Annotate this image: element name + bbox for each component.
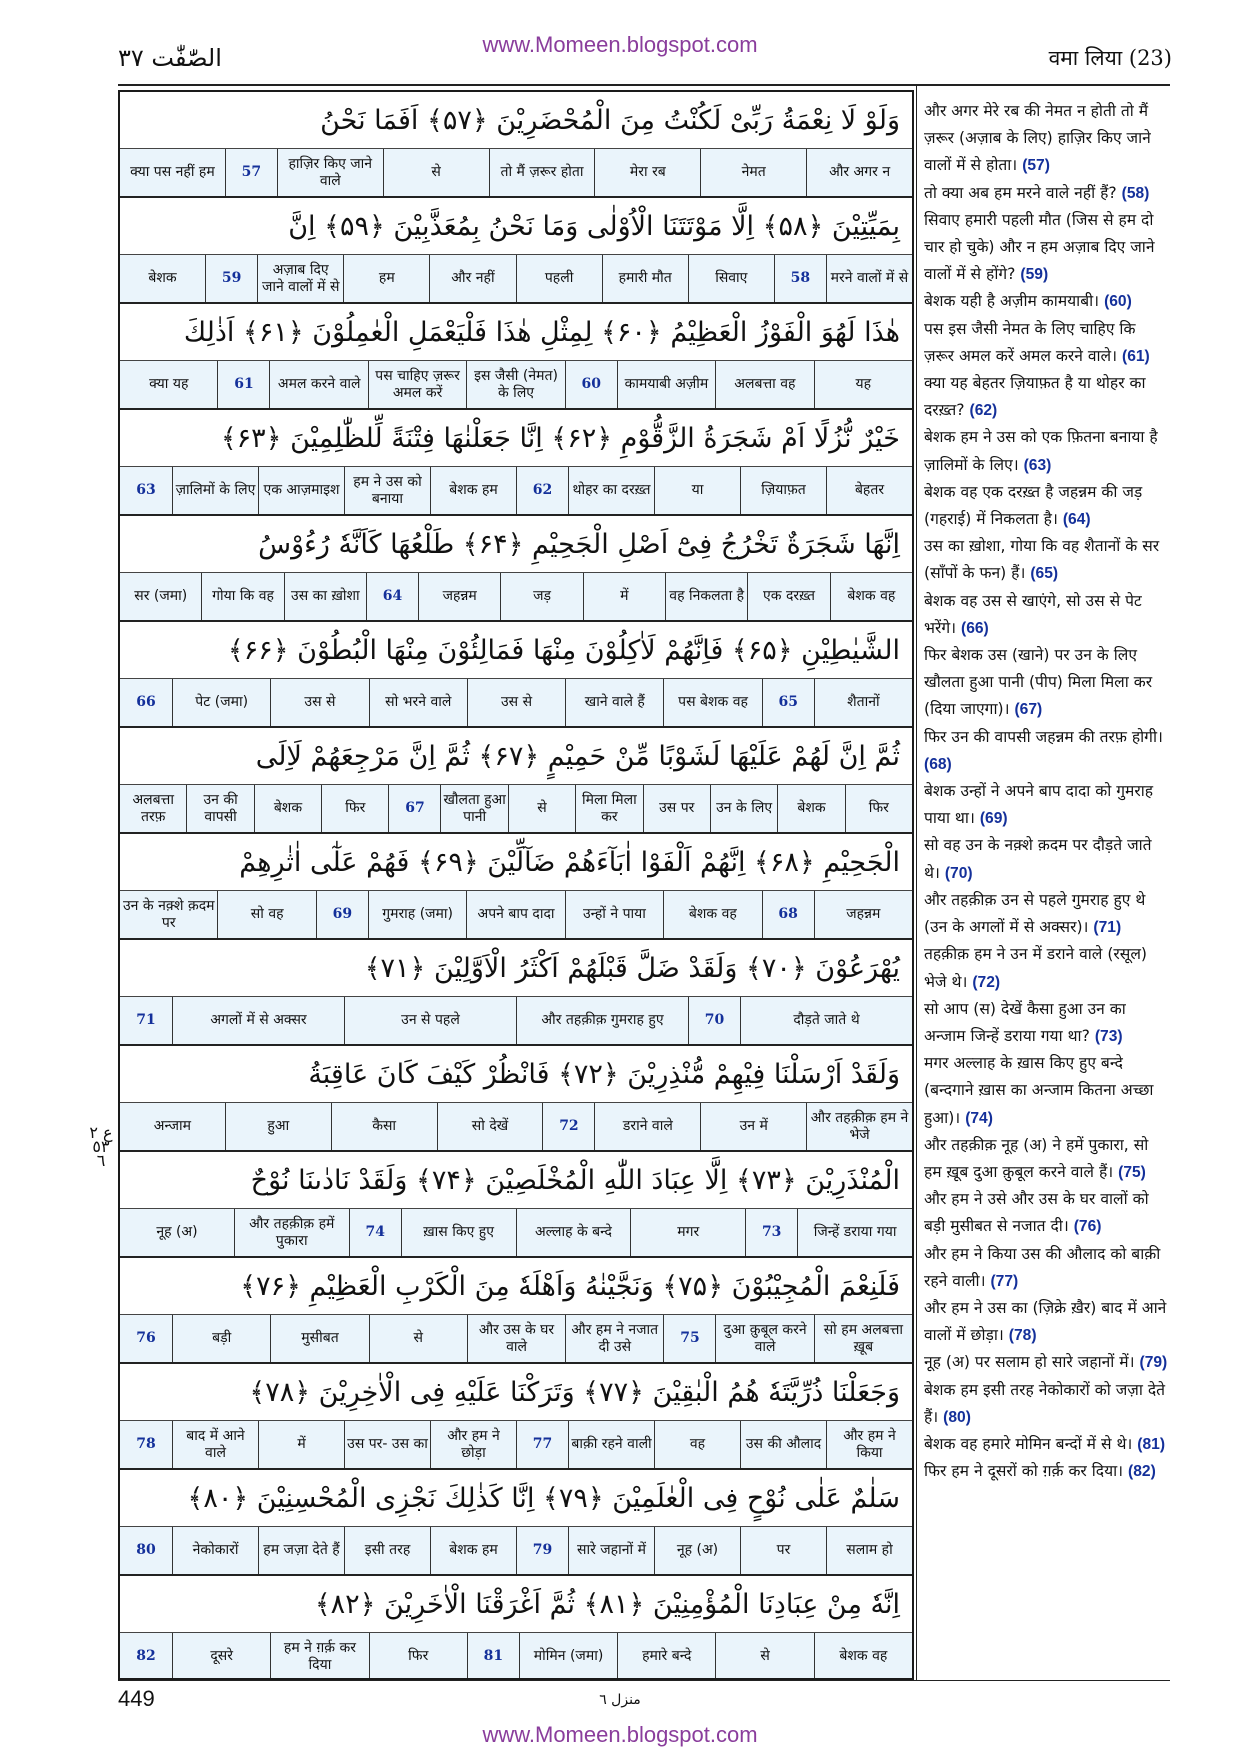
translation-sentence: बेशक उन्हों ने अपने बाप दादा को गुमराह पाया था। — [924, 782, 1154, 828]
word-translation-row — [120, 1633, 912, 1680]
word-meaning-cell: सारे जहानों में — [568, 1527, 654, 1574]
word-meaning-cell: हमारे बन्दे — [617, 1633, 715, 1680]
word-translation-row — [120, 997, 912, 1046]
word-meaning-cell: पेट (जमा) — [172, 679, 270, 726]
translation-sentence: और हम ने उसे और उस के घर वालों को बड़ी मुसीबत से नजात दी। — [924, 1190, 1149, 1236]
verse-number-cell: 57 — [225, 149, 277, 196]
word-meaning-cell: सो हम अलबत्ता ख़ूब — [814, 1315, 912, 1362]
arabic-text: سَلٰمٌ عَلٰى نُوْحٍ فِى الْعٰلَمِيْنَ ﴿۷۹﴾ اِنَّا كَذٰلِكَ نَجْزِى الْمُحْسِنِيْنَ ﴿۸۰﴾ — [187, 1482, 900, 1514]
translation-sentence: फिर उन की वापसी जहन्नम की तरफ़ होगी। — [924, 727, 1163, 746]
word-meaning-cell: पर — [740, 1527, 826, 1574]
word-meaning-cell: बाद में आने वाले — [172, 1421, 258, 1468]
verse-number-cell: 82 — [136, 1648, 156, 1664]
word-meaning-cell: बेहतर — [826, 467, 912, 514]
verse-number: (76) — [1073, 1218, 1102, 1236]
translation-sentence: और तहक़ीक़ उन से पहले गुमराह हुए थे (उन के अगलों में से अक्सर)। — [924, 890, 1146, 937]
translation-sentence: तो क्या अब हम मरने वाले नहीं हैं? — [924, 183, 1117, 202]
translation-sentence: क्या यह बेहतर ज़ियाफ़त है या थोहर का दरख़्त? — [924, 374, 1146, 420]
arabic-text: الْمُنْذَرِيْنَ ﴿۷۳﴾ اِلَّا عِبَادَ اللّٰهِ الْمُخْلَصِيْنَ ﴿۷۴﴾ وَلَقَدْ نَادٰىنَا نُوْحٌ — [250, 1164, 900, 1196]
word-meaning-cell: डराने वाले — [594, 1103, 700, 1150]
verse-number: (63) — [1023, 456, 1052, 474]
surah-header: الصّٰفّٰت ۳۷ — [118, 44, 222, 72]
word-translation-row — [120, 1209, 912, 1258]
arabic-verse-row — [120, 728, 912, 785]
word-meaning-cell: सलाम हो — [826, 1527, 912, 1574]
arabic-verse-row — [120, 1364, 912, 1421]
word-meaning-cell: से — [369, 1315, 467, 1362]
word-meaning-cell: पस बेशक वह — [663, 679, 761, 726]
translation-sentence: और हम ने उस का (ज़िक्रे ख़ैर) बाद में आने वालों में छोड़ा। — [924, 1298, 1167, 1345]
verse-number: (72) — [972, 973, 1001, 991]
arabic-verse-row — [120, 410, 912, 467]
verse-number-cell: 76 — [136, 1330, 156, 1346]
verse-number: (59) — [1020, 266, 1049, 284]
verse-number: (78) — [1008, 1327, 1037, 1345]
translation-sentence: बेशक हम इसी तरह नेकोकारों को जज़ा देते हैं। — [924, 1380, 1166, 1426]
word-meaning-cell: फिर — [321, 785, 388, 832]
arabic-text: اِنَّهٗ مِنْ عِبَادِنَا الْمُؤْمِنِيْنَ ﴿۸۱﴾ ثُمَّ اَغْرَقْنَا الْاٰخَرِيْنَ ﴿۸۲﴾ — [314, 1588, 900, 1620]
word-meaning-cell: हम ने ग़र्क़ कर दिया — [270, 1633, 368, 1680]
verse-number: (82) — [1128, 1463, 1156, 1481]
word-meaning-cell: अन्जाम — [153, 1118, 192, 1134]
verse-number-cell: 79 — [516, 1527, 568, 1574]
translation-sentence: सिवाए हमारी पहली मौत (जिस से हम दो चार हो चुके) और न हम अज़ाब दिए जाने वालों में से होंगे? — [924, 210, 1155, 284]
arabic-text: اِنَّهَا شَجَرَةٌ تَخْرُجُ فِىْٓ اَصْلِ الْجَحِيْمِ ﴿۶۴﴾ طَلْعُهَا كَاَنَّهٗ رُءُوْسُ — [258, 528, 900, 560]
translation-sentence: बेशक वह हमारे मोमिन बन्दों में से थे। — [924, 1434, 1133, 1453]
part-header: वमा लिया (23) — [1048, 46, 1172, 70]
word-meaning-cell: नेकोकारों — [172, 1527, 258, 1574]
word-meaning-cell: ज़ियाफ़त — [740, 467, 826, 514]
word-meaning-cell: हुआ — [225, 1103, 331, 1150]
word-meaning-cell: बेशक हम — [430, 467, 516, 514]
translation-sentence: और अगर मेरे रब की नेमत न होती तो मैं ज़रूर (अज़ाब के लिए) हाज़िर किए जाने वालों में से होता। — [924, 102, 1151, 175]
verse-number-cell: 67 — [388, 785, 440, 832]
word-meaning-cell: सो देखें — [437, 1103, 543, 1150]
ruku-marker: ع ٢ ٥٣ ٦ — [89, 1123, 113, 1170]
verse-number-cell: 69 — [316, 891, 368, 938]
verse-number-cell: 77 — [516, 1421, 568, 1468]
word-meaning-cell: बेशक हम — [430, 1527, 516, 1574]
word-meaning-cell: इस जैसी (नेमत) के लिए — [466, 361, 564, 408]
arabic-text: خَيْرٌ نُّزُلًا اَمْ شَجَرَةُ الزَّقُّوْمِ ﴿۶۲﴾ اِنَّا جَعَلْنٰهَا فِتْنَةً لِّلظّٰلِمِيْنَ ﴿۶۳﴾ — [220, 422, 900, 454]
verse-number: (69) — [979, 810, 1008, 828]
word-translation-row — [120, 573, 912, 622]
word-meaning-cell: बेशक — [777, 785, 844, 832]
verse-number: (57) — [1022, 157, 1050, 175]
word-meaning-cell: जहन्नम — [418, 573, 500, 620]
word-meaning-cell: उस का ख़ोशा — [284, 573, 366, 620]
word-meaning-cell: अगलों में से अक्सर — [172, 997, 344, 1044]
word-meaning-cell: उस पर — [643, 785, 710, 832]
word-meaning-cell: क्या यह — [149, 376, 189, 392]
word-meaning-cell: खाने वाले हैं — [565, 679, 663, 726]
word-meaning-cell: अज़ाब दिए जाने वालों में से — [257, 255, 343, 302]
word-meaning-cell: उस से — [467, 679, 565, 726]
word-translation-row — [120, 679, 912, 728]
word-meaning-cell: या — [654, 467, 740, 514]
verse-number-cell: 60 — [565, 361, 617, 408]
word-meaning-cell: फिर — [845, 785, 912, 832]
word-meaning-cell: से — [508, 785, 575, 832]
word-meaning-cell: यह — [814, 361, 912, 408]
word-meaning-cell: कामयाबी अज़ीम — [617, 361, 715, 408]
word-meaning-cell: दूसरे — [172, 1633, 270, 1680]
word-meaning-cell: ज़ालिमों के लिए — [172, 467, 258, 514]
verse-number-cell: 73 — [745, 1209, 797, 1256]
translation-sentence: फिर बेशक उस (खाने) पर उन के लिए खौलता हुआ पानी (पीप) मिला मिला कर (दिया जाएगा)। — [924, 646, 1153, 719]
word-meaning-cell: सो भरने वाले — [369, 679, 467, 726]
verse-number: (61) — [1122, 347, 1150, 365]
arabic-text: الشَّيٰطِيْنِ ﴿۶۵﴾ فَاِنَّهُمْ لَاٰكِلُوْنَ مِنْهَا فَمَالِئُوْنَ مِنْهَا الْبُطُوْنَ ﴿۶۶﴾ — [227, 634, 900, 666]
word-meaning-cell: और हम ने छोड़ा — [430, 1421, 516, 1468]
word-meaning-cell: में — [258, 1421, 344, 1468]
word-meaning-cell: बड़ी — [172, 1315, 270, 1362]
word-meaning-cell: बेशक वह — [663, 891, 761, 938]
word-meaning-cell: उस से — [270, 679, 368, 726]
word-meaning-cell: अलबत्ता तरफ़ — [132, 791, 174, 825]
word-meaning-cell: मिला मिला कर — [575, 785, 642, 832]
word-meaning-cell: और अगर न — [806, 149, 912, 196]
word-meaning-cell: और तहक़ीक़ हम ने भेजे — [806, 1103, 912, 1150]
word-meaning-cell: और हम ने नजात दी उसे — [565, 1315, 663, 1362]
word-meaning-cell: अल्लाह के बन्दे — [516, 1209, 631, 1256]
word-meaning-cell: बेशक वह — [830, 573, 912, 620]
word-meaning-cell: गुमराह (जमा) — [368, 891, 466, 938]
translation-sentence: सो वह उन के नक़्शे क़दम पर दौड़ते जाते थे। — [924, 836, 1152, 882]
verse-number-cell: 62 — [516, 467, 568, 514]
word-meaning-cell: उन की वापसी — [186, 785, 253, 832]
word-meaning-cell: उन में — [700, 1103, 806, 1150]
word-meaning-cell: अमल करने वाले — [269, 361, 367, 408]
site-url-top[interactable]: www.Momeen.blogspot.com — [482, 32, 758, 57]
verse-number-cell: 63 — [136, 482, 156, 498]
word-meaning-cell: उस पर- उस का — [344, 1421, 430, 1468]
arabic-text: وَلَقَدْ اَرْسَلْنَا فِيْهِمْ مُّنْذِرِيْنَ ﴿۷۲﴾ فَانْظُرْ كَيْفَ كَانَ عَاقِبَةُ — [308, 1058, 900, 1090]
verse-number: (81) — [1137, 1435, 1166, 1453]
word-meaning-cell: सर (जमा) — [134, 588, 188, 604]
arabic-text: الْجَحِيْمِ ﴿۶۸﴾ اِنَّهُمْ اَلْفَوْا اٰبَآءَهُمْ ضَآلِّيْنَ ﴿۶۹﴾ فَهُمْ عَلٰٓى اٰثٰرِهِمْ — [239, 846, 900, 878]
word-meaning-cell: वह — [654, 1421, 740, 1468]
word-meaning-cell: और तहक़ीक़ गुमराह हुए — [516, 997, 688, 1044]
verse-number-cell: 74 — [349, 1209, 401, 1256]
word-translation-row — [120, 785, 912, 834]
word-meaning-cell: नूह (अ) — [156, 1224, 198, 1240]
verse-number: (62) — [969, 402, 998, 420]
word-meaning-cell: और उस के घर वाले — [467, 1315, 565, 1362]
word-meaning-cell: से — [383, 149, 489, 196]
verse-number: (65) — [1030, 565, 1059, 583]
word-meaning-cell: हाज़िर किए जाने वाले — [277, 149, 383, 196]
verse-number-cell: 71 — [136, 1012, 156, 1028]
word-meaning-cell: फिर — [369, 1633, 467, 1680]
word-meaning-cell: से — [715, 1633, 813, 1680]
word-meaning-cell: मुसीबत — [270, 1315, 368, 1362]
word-meaning-cell: जड़ — [500, 573, 582, 620]
verse-number: (60) — [1104, 293, 1132, 311]
verse-number-cell: 65 — [762, 679, 814, 726]
verse-number: (70) — [944, 864, 973, 882]
word-meaning-cell: तो मैं ज़रूर होता — [489, 149, 595, 196]
arabic-verse-row — [120, 304, 912, 361]
arabic-verse-row — [120, 1470, 912, 1527]
word-meaning-cell: दुआ क़ुबूल करने वाले — [715, 1315, 813, 1362]
word-translation-row — [120, 1103, 912, 1152]
word-meaning-cell: कैसा — [331, 1103, 437, 1150]
verse-number-cell: 78 — [136, 1436, 156, 1452]
site-url-bottom[interactable]: www.Momeen.blogspot.com — [482, 1722, 758, 1747]
word-translation-row — [120, 361, 912, 410]
arabic-verse-row — [120, 1576, 912, 1633]
verse-number: (79) — [1139, 1354, 1168, 1372]
arabic-text: بِمَيِّتِيْنَ ﴿۵۸﴾ اِلَّا مَوْتَتَنَا الْاُوْلٰى وَمَا نَحْنُ بِمُعَذَّبِيْنَ ﴿۵۹﴾ اِنَّ — [288, 210, 900, 242]
word-meaning-cell: उन्हों ने पाया — [565, 891, 663, 938]
translation-sentence: सो आप (स) देखें कैसा हुआ उन का अन्जाम जिन्हें डराया गया था? — [924, 999, 1126, 1045]
arabic-text: يُهْرَعُوْنَ ﴿۷۰﴾ وَلَقَدْ ضَلَّ قَبْلَهُمْ اَكْثَرُ الْاَوَّلِيْنَ ﴿۷۱﴾ — [364, 952, 900, 984]
word-meaning-cell: नेमत — [700, 149, 806, 196]
translation-sentence: बेशक हम ने उस को एक फ़ितना बनाया है ज़ालिमों के लिए। — [924, 428, 1158, 474]
word-meaning-cell: गोया कि वह — [201, 573, 283, 620]
verse-rows — [120, 92, 912, 1680]
word-meaning-cell: पहली — [516, 255, 602, 302]
side-translation — [924, 98, 1170, 1668]
word-meaning-cell: जहन्नम — [814, 891, 912, 938]
word-meaning-cell: जिन्हें डराया गया — [797, 1209, 912, 1256]
word-translation-row — [120, 1315, 912, 1364]
word-meaning-cell: थोहर का दरख़्त — [568, 467, 654, 514]
verse-number-cell: 66 — [136, 694, 156, 710]
arabic-verse-row — [120, 1046, 912, 1103]
verse-number: (67) — [1014, 701, 1043, 719]
word-meaning-cell: इसी तरह — [344, 1527, 430, 1574]
arabic-verse-row — [120, 622, 912, 679]
verse-number: (80) — [943, 1408, 971, 1426]
word-meaning-cell: बेशक — [254, 785, 321, 832]
word-meaning-cell: शैतानों — [814, 679, 912, 726]
footer-divider — [118, 1680, 1170, 1681]
verse-number-cell: 64 — [366, 573, 418, 620]
verse-number-cell: 75 — [663, 1315, 715, 1362]
arabic-verse-row — [120, 940, 912, 997]
arabic-text: هٰذَا لَهُوَ الْفَوْزُ الْعَظِيْمُ ﴿۶۰﴾ لِمِثْلِ هٰذَا فَلْيَعْمَلِ الْعٰمِلُوْنَ ﴿۶۱﴾ اَذٰلِكَ — [183, 316, 900, 348]
word-meaning-cell: क्या पस नहीं हम — [130, 164, 215, 180]
translation-sentence: और हम ने किया उस की औलाद को बाक़ी रहने वाली। — [924, 1244, 1161, 1290]
verse-number: (71) — [1093, 919, 1122, 937]
header-divider — [118, 84, 1170, 86]
verse-number: (73) — [1094, 1027, 1123, 1045]
word-meaning-cell: बेशक वह — [814, 1633, 912, 1680]
word-meaning-cell: हमारी मौत — [602, 255, 688, 302]
word-meaning-cell: हम ने उस को बनाया — [344, 467, 430, 514]
word-meaning-cell: मरने वालों में से — [826, 255, 912, 302]
word-meaning-cell: और हम ने किया — [826, 1421, 912, 1468]
verse-number: (77) — [990, 1272, 1019, 1290]
verse-number: (66) — [961, 619, 989, 637]
word-meaning-cell: उन से पहले — [344, 997, 516, 1044]
arabic-text: وَلَوْ لَا نِعْمَةُ رَبِّىْ لَكُنْتُ مِنَ الْمُحْضَرِيْنَ ﴿۵۷﴾ اَفَمَا نَحْنُ — [320, 104, 900, 136]
arabic-text: وَجَعَلْنَا ذُرِّيَّتَهٗ هُمُ الْبٰقِيْنَ ﴿۷۷﴾ وَتَرَكْنَا عَلَيْهِ فِى الْاٰخِرِيْنَ ﴿۷۸﴾ — [249, 1376, 900, 1408]
arabic-text: فَلَنِعْمَ الْمُجِيْبُوْنَ ﴿۷۵﴾ وَنَجَّيْنٰهُ وَاَهْلَهٗ مِنَ الْكَرْبِ الْعَظِيْمِ ﴿۷۶﴾ — [240, 1270, 900, 1302]
verse-number: (75) — [1118, 1163, 1146, 1181]
page-number: 449 — [118, 1686, 155, 1711]
word-meaning-cell: उस की औलाद — [740, 1421, 826, 1468]
translation-sentence: फिर हम ने दूसरों को ग़र्क़ कर दिया। — [924, 1462, 1124, 1481]
arabic-verse-row — [120, 92, 912, 149]
word-meaning-cell: और तहक़ीक़ हमें पुकारा — [234, 1209, 349, 1256]
column-divider — [916, 86, 917, 1680]
translation-sentence: बेशक वह एक दरख़्त है जहन्नम की जड़ (गहराई) में निकलता है। — [924, 482, 1143, 529]
translation-sentence: और तहक़ीक़ नूह (अ) ने हमें पुकारा, सो हम ख़ूब दुआ क़ुबूल करने वाले हैं। — [924, 1135, 1149, 1181]
verse-number-cell: 59 — [205, 255, 257, 302]
word-meaning-cell: उन के लिए — [710, 785, 777, 832]
translation-sentence: उस का ख़ोशा, गोया कि वह शैतानों के सर (साँपों के फन) हैं। — [924, 537, 1160, 583]
word-meaning-cell: बेशक — [148, 270, 177, 286]
word-translation-row — [120, 255, 912, 304]
arabic-verse-row — [120, 1258, 912, 1315]
word-translation-row — [120, 149, 912, 198]
word-meaning-cell: उन के नक़्शे क़दम पर — [122, 897, 215, 931]
translation-sentence: पस इस जैसी नेमत के लिए चाहिए कि ज़रूर अमल करें अमल करने वाले। — [924, 319, 1136, 365]
verse-number-cell: 72 — [542, 1103, 594, 1150]
word-translation-row — [120, 891, 912, 940]
word-translation-row — [120, 1421, 912, 1470]
arabic-verse-row — [120, 1152, 912, 1209]
word-meaning-cell: सो वह — [217, 891, 315, 938]
verse-number-cell: 61 — [217, 361, 269, 408]
verse-number-cell: 70 — [688, 997, 740, 1044]
word-meaning-cell: एक आज़माइश — [258, 467, 344, 514]
word-meaning-cell: नूह (अ) — [654, 1527, 740, 1574]
translation-sentence: बेशक वह उस से खाएंगे, सो उस से पेट भरेंगे। — [924, 591, 1142, 637]
verse-number-cell: 68 — [762, 891, 814, 938]
word-meaning-cell: सिवाए — [688, 255, 774, 302]
word-translation-row — [120, 1527, 912, 1576]
word-meaning-cell: मगर — [630, 1209, 745, 1256]
word-meaning-cell: हम — [343, 255, 429, 302]
verse-number-cell: 80 — [136, 1542, 156, 1558]
verse-number: (64) — [1062, 511, 1091, 529]
word-meaning-cell: और नहीं — [429, 255, 515, 302]
arabic-verse-row — [120, 834, 912, 891]
word-meaning-cell: अलबत्ता वह — [715, 361, 813, 408]
verse-number-cell: 81 — [467, 1633, 519, 1680]
word-meaning-cell: अपने बाप दादा — [466, 891, 564, 938]
verse-number: (68) — [924, 755, 952, 773]
word-translation-row — [120, 467, 912, 516]
word-meaning-cell: में — [583, 573, 665, 620]
word-meaning-cell: वह निकलता है — [665, 573, 747, 620]
verse-number: (74) — [965, 1109, 993, 1127]
translation-sentence: मगर अल्लाह के ख़ास किए हुए बन्दे (बन्दगाने ख़ास का अन्जाम कितना अच्छा हुआ)। — [924, 1054, 1154, 1127]
arabic-text: ثُمَّ اِنَّ لَهُمْ عَلَيْهَا لَشَوْبًا مِّنْ حَمِيْمٍ ﴿۶۷﴾ ثُمَّ اِنَّ مَرْجِعَهُمْ لَاِلَى — [255, 740, 900, 772]
verse-number-cell: 58 — [774, 255, 826, 302]
word-meaning-cell: पस चाहिए ज़रूर अमल करें — [368, 361, 466, 408]
translation-sentence: बेशक यही है अज़ीम कामयाबी। — [924, 292, 1100, 311]
translation-sentence: नूह (अ) पर सलाम हो सारे जहानों में। — [924, 1353, 1135, 1372]
verse-number: (58) — [1121, 184, 1150, 202]
arabic-verse-row — [120, 198, 912, 255]
word-meaning-cell: मोमिन (जमा) — [519, 1633, 617, 1680]
word-meaning-cell: दौड़ते जाते थे — [740, 997, 912, 1044]
word-meaning-cell: एक दरख़्त — [747, 573, 829, 620]
word-meaning-cell: मेरा रब — [594, 149, 700, 196]
word-meaning-cell: हम जज़ा देते हैं — [258, 1527, 344, 1574]
word-meaning-cell: ख़ास किए हुए — [401, 1209, 516, 1256]
word-meaning-cell: खौलता हुआ पानी — [440, 785, 507, 832]
translation-sentence: तहक़ीक़ हम ने उन में डराने वाले (रसूल) भेजे थे। — [924, 945, 1147, 991]
word-meaning-cell: बाक़ी रहने वाली — [568, 1421, 654, 1468]
arabic-verse-row — [120, 516, 912, 573]
translation-table — [118, 90, 914, 1680]
manzil-label: منزل ٦ — [599, 1692, 641, 1708]
